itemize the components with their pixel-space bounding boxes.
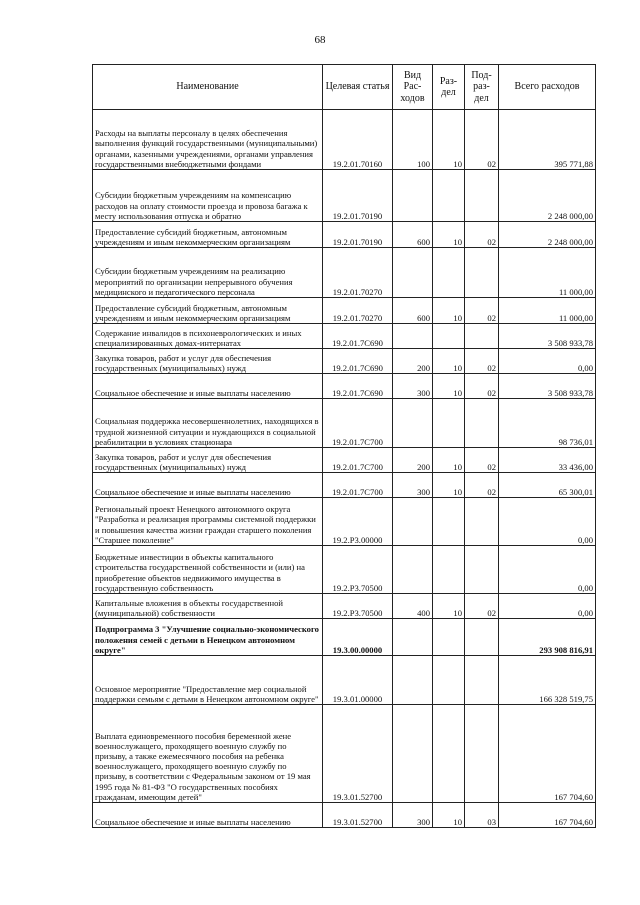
cell-type xyxy=(393,399,433,448)
cell-type: 300 xyxy=(393,374,433,399)
page-number: 68 xyxy=(314,34,326,46)
cell-total: 0,00 xyxy=(499,349,596,374)
cell-section: 10 xyxy=(433,594,465,619)
cell-type xyxy=(393,705,433,803)
cell-subsection xyxy=(465,546,499,594)
table-row xyxy=(93,110,596,170)
cell-subsection: 02 xyxy=(465,222,499,248)
cell-type: 600 xyxy=(393,298,433,324)
cell-name: Бюджетные инвестиции в объекты капитального строительства государственной собственности и (или) на приобретение объектов недвижимого имущества в государственную собственность xyxy=(93,546,323,594)
cell-target: 19.3.01.52700 xyxy=(323,705,393,803)
cell-type: 200 xyxy=(393,448,433,473)
cell-type xyxy=(393,248,433,298)
cell-subsection: 02 xyxy=(465,473,499,498)
cell-type: 600 xyxy=(393,222,433,248)
cell-total: 98 736,01 xyxy=(499,399,596,448)
cell-section xyxy=(433,248,465,298)
cell-subsection xyxy=(465,656,499,705)
header-total: Всего расходов xyxy=(499,65,596,110)
cell-name: Предоставление субсидий бюджетным, автономным учреждениям и иным некоммерческим организациям xyxy=(93,298,323,324)
cell-target: 19.2.01.7С690 xyxy=(323,324,393,349)
cell-target: 19.2.01.70270 xyxy=(323,248,393,298)
cell-subsection: 03 xyxy=(465,803,499,828)
cell-name: Подпрограмма 3 "Улучшение социально-экономического положения семей с детьми в Ненецком автономном округе" xyxy=(93,619,323,656)
cell-target: 19.2.01.7С690 xyxy=(323,374,393,399)
header-type: Вид Рас-ходов xyxy=(393,65,433,110)
cell-target: 19.2.P3.70500 xyxy=(323,546,393,594)
cell-subsection xyxy=(465,498,499,546)
cell-subsection: 02 xyxy=(465,110,499,170)
cell-section xyxy=(433,546,465,594)
cell-section xyxy=(433,656,465,705)
cell-total: 293 908 816,91 xyxy=(499,619,596,656)
table-row xyxy=(93,656,596,705)
cell-total: 3 508 933,78 xyxy=(499,374,596,399)
cell-name: Основное мероприятие "Предоставление мер социальной поддержки семьям с детьми в Ненецком автономном округе" xyxy=(93,656,323,705)
cell-name: Закупка товаров, работ и услуг для обеспечения государственных (муниципальных) нужд xyxy=(93,349,323,374)
cell-total: 2 248 000,00 xyxy=(499,170,596,222)
header-section: Раз-дел xyxy=(433,65,465,110)
cell-name: Региональный проект Ненецкого автономного округа "Разработка и реализация программы системной поддержки и повышения качества жизни граждан старшего поколения "Старшее поколение" xyxy=(93,498,323,546)
cell-type: 100 xyxy=(393,110,433,170)
cell-section xyxy=(433,399,465,448)
cell-section: 10 xyxy=(433,448,465,473)
cell-section: 10 xyxy=(433,473,465,498)
cell-type xyxy=(393,498,433,546)
cell-target: 19.2.01.7С690 xyxy=(323,349,393,374)
cell-subsection xyxy=(465,248,499,298)
cell-section: 10 xyxy=(433,374,465,399)
cell-subsection: 02 xyxy=(465,374,499,399)
table-row xyxy=(93,448,596,473)
cell-total: 0,00 xyxy=(499,594,596,619)
cell-total: 2 248 000,00 xyxy=(499,222,596,248)
cell-section xyxy=(433,324,465,349)
table-row xyxy=(93,248,596,298)
cell-type xyxy=(393,170,433,222)
cell-subsection xyxy=(465,324,499,349)
cell-type xyxy=(393,656,433,705)
cell-target: 19.3.01.52700 xyxy=(323,803,393,828)
cell-type: 400 xyxy=(393,594,433,619)
cell-type: 300 xyxy=(393,473,433,498)
cell-total: 0,00 xyxy=(499,498,596,546)
cell-name: Расходы на выплаты персоналу в целях обеспечения выполнения функций государственными (муниципальными) органами, казенными учреждениями, органами управления государственными внебюджетными фондами xyxy=(93,110,323,170)
cell-target: 19.3.01.00000 xyxy=(323,656,393,705)
cell-target: 19.2.P3.00000 xyxy=(323,498,393,546)
cell-section: 10 xyxy=(433,803,465,828)
cell-type: 300 xyxy=(393,803,433,828)
cell-section: 10 xyxy=(433,298,465,324)
cell-total: 11 000,00 xyxy=(499,298,596,324)
cell-total: 33 436,00 xyxy=(499,448,596,473)
cell-name: Социальная поддержка несовершеннолетних, находящихся в трудной жизненной ситуации и нуждающихся в социальной реабилитации в условиях стационара xyxy=(93,399,323,448)
cell-type xyxy=(393,324,433,349)
table-row xyxy=(93,399,596,448)
cell-section xyxy=(433,619,465,656)
cell-name: Предоставление субсидий бюджетным, автономным учреждениям и иным некоммерческим организациям xyxy=(93,222,323,248)
table-row xyxy=(93,298,596,324)
cell-subsection xyxy=(465,705,499,803)
budget-table xyxy=(92,64,596,828)
cell-target: 19.2.01.70160 xyxy=(323,110,393,170)
cell-section xyxy=(433,705,465,803)
cell-total: 167 704,60 xyxy=(499,705,596,803)
cell-name: Закупка товаров, работ и услуг для обеспечения государственных (муниципальных) нужд xyxy=(93,448,323,473)
cell-total: 167 704,60 xyxy=(499,803,596,828)
cell-subsection xyxy=(465,170,499,222)
table-row xyxy=(93,473,596,498)
cell-section: 10 xyxy=(433,110,465,170)
header-subsection: Под-раз-дел xyxy=(465,65,499,110)
table-row xyxy=(93,705,596,803)
cell-subsection: 02 xyxy=(465,448,499,473)
cell-type: 200 xyxy=(393,349,433,374)
table-row xyxy=(93,324,596,349)
table-row xyxy=(93,546,596,594)
cell-name: Социальное обеспечение и иные выплаты населению xyxy=(93,803,323,828)
table-row xyxy=(93,498,596,546)
cell-name: Субсидии бюджетным учреждениям на реализацию мероприятий по организации непрерывного обучения медицинского и педагогического персонала xyxy=(93,248,323,298)
cell-total: 65 300,01 xyxy=(499,473,596,498)
cell-total: 3 508 933,78 xyxy=(499,324,596,349)
cell-type xyxy=(393,546,433,594)
cell-target: 19.2.01.70270 xyxy=(323,298,393,324)
cell-target: 19.2.01.70190 xyxy=(323,222,393,248)
cell-section xyxy=(433,498,465,546)
cell-target: 19.2.P3.70500 xyxy=(323,594,393,619)
cell-subsection: 02 xyxy=(465,594,499,619)
table-header-row xyxy=(93,65,596,110)
cell-total: 0,00 xyxy=(499,546,596,594)
header-target: Целевая статья xyxy=(323,65,393,110)
cell-name: Социальное обеспечение и иные выплаты населению xyxy=(93,374,323,399)
cell-name: Выплата единовременного пособия беременной жене военнослужащего, проходящего военную службу по призыву, а также ежемесячного пособия на ребенка военнослужащего, проходящего военную службу по призыву, в соответствии с Федеральным законом от 19 мая 1995 года № 81-ФЗ "О государственных пособиях гражданам, имеющим детей" xyxy=(93,705,323,803)
cell-name: Содержание инвалидов в психоневрологических и иных специализированных домах-интернатах xyxy=(93,324,323,349)
table-row xyxy=(93,594,596,619)
table-row xyxy=(93,374,596,399)
cell-target: 19.2.01.7С700 xyxy=(323,473,393,498)
cell-total: 395 771,88 xyxy=(499,110,596,170)
table-row xyxy=(93,349,596,374)
table-row xyxy=(93,619,596,656)
table-row xyxy=(93,803,596,828)
cell-section: 10 xyxy=(433,349,465,374)
cell-section xyxy=(433,170,465,222)
cell-target: 19.3.00.00000 xyxy=(323,619,393,656)
table-row xyxy=(93,222,596,248)
cell-name: Субсидии бюджетным учреждениям на компенсацию расходов на оплату стоимости проезда и провоза багажа к месту использования отпуска и обратно xyxy=(93,170,323,222)
cell-name: Социальное обеспечение и иные выплаты населению xyxy=(93,473,323,498)
cell-total: 166 328 519,75 xyxy=(499,656,596,705)
cell-target: 19.2.01.7С700 xyxy=(323,399,393,448)
cell-target: 19.2.01.7С700 xyxy=(323,448,393,473)
header-name: Наименование xyxy=(93,65,323,110)
cell-name: Капитальные вложения в объекты государственной (муниципальной) собственности xyxy=(93,594,323,619)
cell-subsection: 02 xyxy=(465,298,499,324)
cell-target: 19.2.01.70190 xyxy=(323,170,393,222)
table-row xyxy=(93,170,596,222)
cell-type xyxy=(393,619,433,656)
cell-subsection: 02 xyxy=(465,349,499,374)
cell-total: 11 000,00 xyxy=(499,248,596,298)
cell-section: 10 xyxy=(433,222,465,248)
cell-subsection xyxy=(465,619,499,656)
cell-subsection xyxy=(465,399,499,448)
